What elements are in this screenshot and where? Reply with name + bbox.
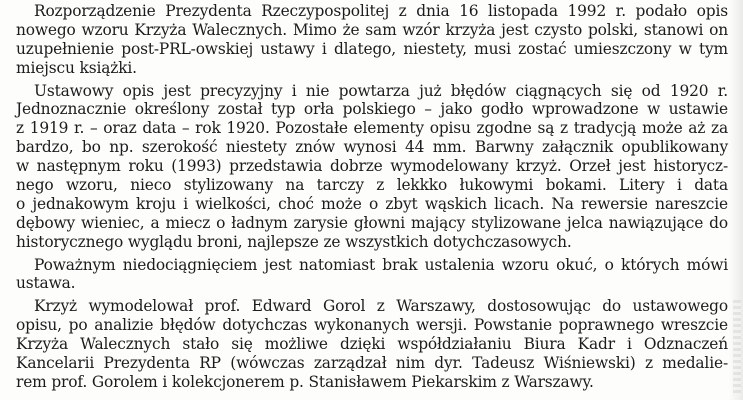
text-line: opisu, po analizie błędów dotychczas wykonanych wersji. Powstanie poprawnego wreszcie — [16, 316, 728, 335]
text-line: historycznego wyglądu broni, najlepsze ze wszystkich dotychczasowych. — [16, 232, 572, 251]
body-text — [16, 2, 728, 392]
paragraph-4 — [16, 297, 728, 391]
text-line: Ustawowy opis jest precyzyjny i nie powtarza już błędów ciągnących się od 1920 r. — [34, 81, 728, 100]
page-edge-strip — [733, 300, 741, 396]
text-line: z 1919 r. – oraz data – rok 1920. Pozostałe elementy opisu zgodne są z tradycją może aż za — [16, 119, 728, 138]
text-line: w następnym roku (1993) przedstawia dobrze wymodelowany krzyż. Orzeł jest historycz- — [16, 157, 728, 176]
text-line: dębowy wieniec, a miecz o ładnym zarysie głowni mający stylizowane jelca nawiązujące do — [16, 213, 728, 232]
text-line: uzupełnienie post-PRL-owskiej ustawy i dlatego, niestety, musi zostać umieszczony w tym — [16, 39, 728, 58]
text-line: miejscu książki. — [16, 58, 137, 77]
text-line: Poważnym niedociągnięciem jest natomiast brak ustalenia wzoru okuć, o których mówi — [34, 255, 728, 274]
text-line: Krzyża Walecznych stało się możliwe dzięki współdziałaniu Biura Kadr i Odznaczeń — [16, 335, 728, 354]
text-line: Kancelarii Prezydenta RP (wówczas zarządzał nim dyr. Tadeusz Wiśniewski) z medalie- — [16, 354, 728, 373]
text-line: nowego wzoru Krzyża Walecznych. Mimo że sam wzór krzyża jest czysto polski, stanowi on — [16, 20, 728, 39]
text-line: ustawa. — [16, 274, 76, 293]
text-line: Jednoznacznie określony został typ orła polskiego – jako godło wprowadzone w ustawie — [16, 100, 728, 119]
text-line: Krzyż wymodelował prof. Edward Gorol z Warszawy, dostosowując do ustawowego — [34, 297, 728, 316]
text-line: nego wzoru, nieco stylizowany na tarczy z lekkko łukowymi bokami. Litery i data — [16, 176, 728, 195]
text-line: Rozporządzenie Prezydenta Rzeczypospolitej z dnia 16 listopada 1992 r. podało opis — [34, 2, 728, 20]
text-line: bardzo, bo np. szerokość niestety znów wynosi 44 mm. Barwny załącznik opublikowany — [16, 138, 728, 157]
text-line: o jednakowym kroju i wielkości, choć może o zbyt wąskich licach. Na rewersie nareszcie — [16, 194, 728, 213]
paragraph-2 — [16, 82, 728, 252]
text-line: rem prof. Gorolem i kolekcjonerem p. Stanisławem Piekarskim z Warszawy. — [16, 372, 594, 391]
paragraph-1 — [16, 2, 728, 78]
paragraph-3 — [16, 256, 728, 294]
